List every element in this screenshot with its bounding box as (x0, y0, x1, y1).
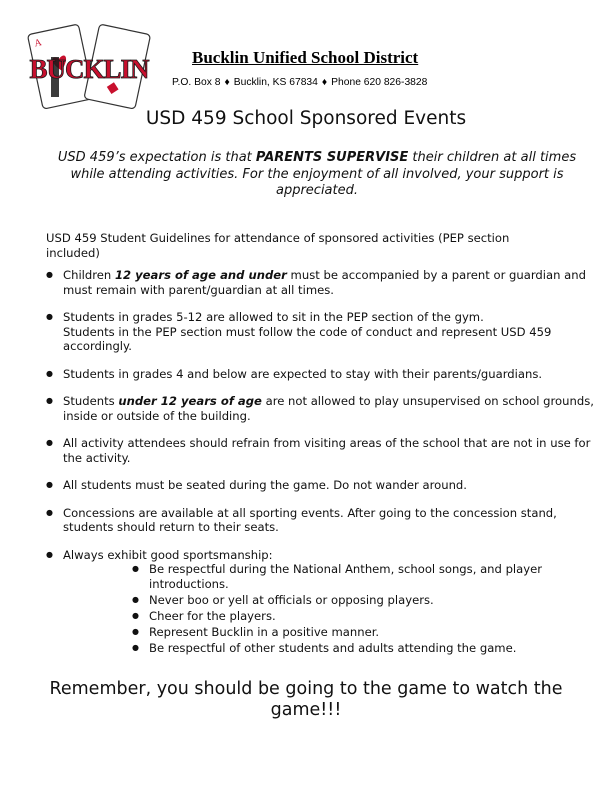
list-item (46, 367, 598, 382)
sub-list-item: ● Cheer for the players. (132, 609, 598, 624)
expectation-statement (48, 150, 586, 200)
closing-reminder: Remember, you should be going to the game to watch the game!!! (49, 679, 563, 720)
svg-text:A: A (33, 37, 43, 50)
phone: Phone 620 826-3828 (331, 77, 428, 88)
sportsmanship-list (132, 562, 598, 655)
bucklin-cards-logo (27, 23, 151, 113)
list-item (46, 394, 598, 423)
item-text: must be accompanied by a parent or guardian and must remain with parent/guardian at all times. (63, 268, 586, 297)
city-state-zip: Bucklin, KS 67834 (233, 77, 318, 88)
sub-list-item: ● Represent Bucklin in a positive manner. (132, 625, 598, 640)
separator-diamond: ♦ (321, 77, 328, 88)
sub-list-item: ● Be respectful during the National Anthem, school songs, and player introductions. (132, 562, 598, 591)
guidelines-intro: USD 459 Student Guidelines for attendance of sponsored activities (PEP section included) (46, 231, 510, 260)
item-text: Children (63, 268, 115, 282)
item-text: Students in grades 5-12 are allowed to sit in the PEP section of the gym. (63, 310, 484, 324)
list-item (46, 268, 598, 297)
page-title: USD 459 School Sponsored Events (145, 108, 467, 129)
expectation-text-end: their children at all times while attending activities. For the enjoyment of all involved, your support is appreciated. (70, 150, 577, 198)
expectation-emphasis: PARENTS SUPERVISE (255, 150, 409, 165)
item-text: Students (63, 394, 119, 408)
item-text: All activity attendees should refrain from visiting areas of the school that are not in use for the activity. (63, 436, 591, 465)
list-item (46, 436, 598, 465)
logo-wordmark: BUCKLIN (29, 54, 149, 84)
item-text: Students in grades 4 and below are expected to stay with their parents/guardians. (63, 366, 543, 381)
item-text: Always exhibit good sportsmanship: (63, 547, 273, 562)
list-item (46, 548, 598, 656)
item-text: All students must be seated during the game. Do not wander around. (63, 478, 467, 492)
list-item (46, 310, 598, 354)
item-text: Students in the PEP section must follow the code of conduct and represent USD 459 accordingly. (63, 324, 552, 353)
district-name: Bucklin Unified School District (192, 48, 419, 67)
expectation-text-start: USD 459’s expectation is that (57, 150, 256, 165)
guidelines-list (46, 268, 598, 668)
item-emphasis: 12 years of age and under (114, 268, 287, 282)
item-text: Concessions are available at all sporting events. After going to the concession stand, students should return to their seats. (63, 505, 557, 534)
sub-list-item: ● Never boo or yell at officials or opposing players. (132, 593, 598, 608)
list-item (46, 506, 598, 535)
list-item (46, 478, 598, 493)
sub-list-item: ● Be respectful of other students and adults attending the game. (132, 641, 598, 656)
item-text: are not allowed to play unsupervised on school grounds, inside or outside of the building. (63, 394, 594, 423)
item-emphasis: under 12 years of age (118, 394, 262, 408)
separator-diamond: ♦ (224, 77, 230, 88)
address-line (172, 77, 427, 88)
po-box: P.O. Box 8 (172, 77, 221, 88)
